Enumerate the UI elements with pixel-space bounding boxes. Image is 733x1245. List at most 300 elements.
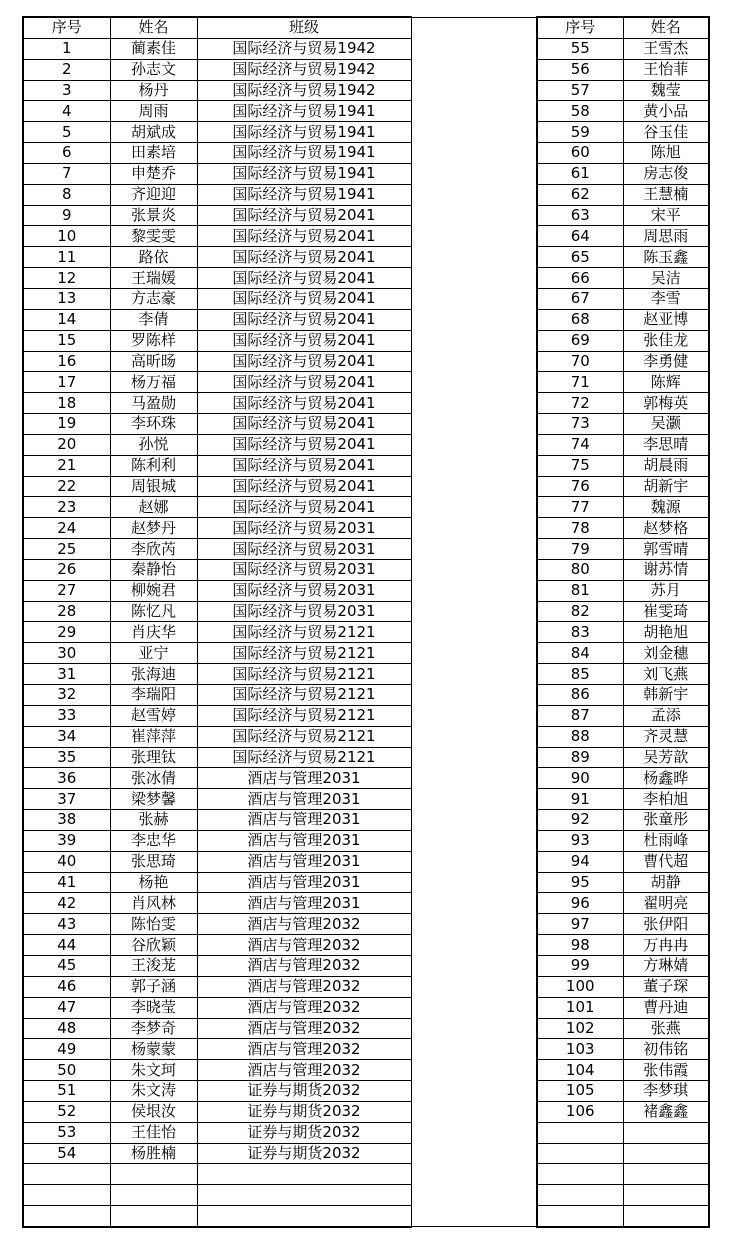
cell-index-right[interactable]: 86 — [537, 685, 623, 706]
cell-index-right[interactable]: 64 — [537, 226, 623, 247]
cell-blank[interactable] — [411, 59, 537, 80]
cell-name-left[interactable]: 肖风林 — [110, 893, 197, 914]
cell-index-left[interactable]: 23 — [23, 497, 110, 518]
cell-index-left[interactable]: 17 — [23, 372, 110, 393]
cell-name-left[interactable]: 田素培 — [110, 143, 197, 164]
cell-blank[interactable] — [411, 1101, 537, 1122]
cell-index-left[interactable]: 34 — [23, 726, 110, 747]
cell-name-left[interactable]: 陈忆凡 — [110, 601, 197, 622]
cell-index-right[interactable]: 72 — [537, 393, 623, 414]
cell-class[interactable]: 国际经济与贸易2041 — [197, 288, 411, 309]
cell-index-right[interactable]: 96 — [537, 893, 623, 914]
cell-name-left[interactable]: 马盈勋 — [110, 393, 197, 414]
cell-blank[interactable] — [411, 789, 537, 810]
cell-class[interactable]: 国际经济与贸易2041 — [197, 455, 411, 476]
cell-blank[interactable] — [411, 414, 537, 435]
cell-index-right[interactable]: 85 — [537, 664, 623, 685]
cell-blank[interactable] — [411, 80, 537, 101]
cell-index-left[interactable]: 31 — [23, 664, 110, 685]
cell-index-right[interactable]: 56 — [537, 59, 623, 80]
cell-class[interactable]: 酒店与管理2031 — [197, 789, 411, 810]
cell-class[interactable]: 国际经济与贸易1942 — [197, 38, 411, 59]
cell-name-right[interactable]: 李勇健 — [623, 351, 709, 372]
cell-index-right[interactable]: 75 — [537, 455, 623, 476]
cell-name-right[interactable]: 张伊阳 — [623, 914, 709, 935]
cell-class[interactable]: 国际经济与贸易2041 — [197, 247, 411, 268]
cell-index-left[interactable]: 16 — [23, 351, 110, 372]
cell-blank[interactable] — [411, 997, 537, 1018]
cell-blank[interactable] — [411, 226, 537, 247]
cell-class[interactable]: 国际经济与贸易2041 — [197, 476, 411, 497]
cell-class[interactable]: 酒店与管理2031 — [197, 768, 411, 789]
cell-index-left[interactable]: 7 — [23, 163, 110, 184]
cell-class[interactable]: 国际经济与贸易2121 — [197, 747, 411, 768]
cell-index-left[interactable]: 38 — [23, 810, 110, 831]
cell-name-left[interactable]: 赵梦丹 — [110, 518, 197, 539]
cell-blank[interactable] — [411, 247, 537, 268]
cell-class[interactable]: 国际经济与贸易2041 — [197, 226, 411, 247]
cell-class[interactable]: 国际经济与贸易1941 — [197, 163, 411, 184]
cell-blank[interactable] — [411, 1143, 537, 1164]
cell-name-right[interactable]: 谷玉佳 — [623, 122, 709, 143]
cell-index-left[interactable]: 13 — [23, 288, 110, 309]
cell-blank[interactable] — [411, 705, 537, 726]
cell-index-left[interactable]: 5 — [23, 122, 110, 143]
cell-class[interactable]: 国际经济与贸易1942 — [197, 59, 411, 80]
cell-blank[interactable] — [411, 976, 537, 997]
cell-name-right[interactable]: 谢苏情 — [623, 559, 709, 580]
cell-name-left[interactable] — [110, 1164, 197, 1185]
cell-index-left[interactable]: 50 — [23, 1060, 110, 1081]
cell-blank[interactable] — [411, 955, 537, 976]
cell-class[interactable]: 国际经济与贸易2041 — [197, 351, 411, 372]
cell-name-left[interactable]: 柳婉君 — [110, 580, 197, 601]
cell-index-right[interactable]: 66 — [537, 268, 623, 289]
cell-index-left[interactable]: 20 — [23, 434, 110, 455]
cell-class[interactable]: 国际经济与贸易2041 — [197, 205, 411, 226]
cell-name-left[interactable]: 张景炎 — [110, 205, 197, 226]
cell-class[interactable]: 酒店与管理2032 — [197, 1060, 411, 1081]
cell-name-left[interactable]: 李欣芮 — [110, 539, 197, 560]
cell-blank[interactable] — [411, 268, 537, 289]
cell-index-left[interactable]: 51 — [23, 1081, 110, 1102]
cell-blank[interactable] — [411, 539, 537, 560]
cell-name-left[interactable]: 孙悦 — [110, 434, 197, 455]
cell-name-left[interactable]: 杨蒙蒙 — [110, 1039, 197, 1060]
cell-index-right[interactable]: 105 — [537, 1081, 623, 1102]
cell-name-right[interactable] — [623, 1143, 709, 1164]
cell-blank[interactable] — [411, 455, 537, 476]
cell-index-right[interactable]: 73 — [537, 414, 623, 435]
cell-index-left[interactable]: 44 — [23, 935, 110, 956]
cell-name-left[interactable]: 李环珠 — [110, 414, 197, 435]
cell-class[interactable]: 国际经济与贸易2121 — [197, 726, 411, 747]
cell-name-right[interactable]: 赵亚博 — [623, 309, 709, 330]
cell-class[interactable]: 国际经济与贸易2041 — [197, 497, 411, 518]
cell-index-right[interactable]: 97 — [537, 914, 623, 935]
cell-name-right[interactable]: 张燕 — [623, 1018, 709, 1039]
cell-index-right[interactable]: 80 — [537, 559, 623, 580]
cell-index-right[interactable]: 88 — [537, 726, 623, 747]
cell-index-left[interactable]: 35 — [23, 747, 110, 768]
cell-name-left[interactable]: 张冰倩 — [110, 768, 197, 789]
cell-class[interactable]: 国际经济与贸易2041 — [197, 309, 411, 330]
cell-blank[interactable] — [411, 810, 537, 831]
cell-index-right[interactable]: 65 — [537, 247, 623, 268]
cell-index-left[interactable]: 36 — [23, 768, 110, 789]
cell-blank[interactable] — [411, 518, 537, 539]
cell-name-right[interactable]: 齐灵慧 — [623, 726, 709, 747]
cell-name-right[interactable]: 韩新宇 — [623, 685, 709, 706]
cell-index-left[interactable]: 2 — [23, 59, 110, 80]
cell-blank[interactable] — [411, 101, 537, 122]
cell-blank[interactable] — [411, 768, 537, 789]
cell-class[interactable]: 酒店与管理2031 — [197, 830, 411, 851]
cell-class[interactable]: 证券与期货2032 — [197, 1143, 411, 1164]
cell-index-right[interactable] — [537, 1185, 623, 1206]
cell-index-left[interactable]: 49 — [23, 1039, 110, 1060]
cell-index-left[interactable]: 10 — [23, 226, 110, 247]
cell-class[interactable]: 国际经济与贸易2031 — [197, 518, 411, 539]
cell-index-right[interactable]: 68 — [537, 309, 623, 330]
cell-name-left[interactable]: 周银城 — [110, 476, 197, 497]
cell-blank[interactable] — [411, 1206, 537, 1227]
cell-class[interactable]: 国际经济与贸易2121 — [197, 685, 411, 706]
cell-index-left[interactable] — [23, 1164, 110, 1185]
cell-class[interactable]: 国际经济与贸易2041 — [197, 393, 411, 414]
cell-name-left[interactable]: 杨胜楠 — [110, 1143, 197, 1164]
cell-class[interactable]: 酒店与管理2032 — [197, 997, 411, 1018]
cell-name-left[interactable]: 梁梦馨 — [110, 789, 197, 810]
cell-blank[interactable] — [411, 372, 537, 393]
cell-blank[interactable] — [411, 747, 537, 768]
cell-index-right[interactable]: 81 — [537, 580, 623, 601]
cell-class[interactable]: 证券与期货2032 — [197, 1081, 411, 1102]
cell-index-right[interactable]: 92 — [537, 810, 623, 831]
cell-name-left[interactable] — [110, 1206, 197, 1227]
cell-name-left[interactable]: 朱文涛 — [110, 1081, 197, 1102]
header-blank[interactable] — [411, 17, 537, 38]
cell-name-right[interactable]: 胡新宇 — [623, 476, 709, 497]
cell-name-right[interactable]: 李柏旭 — [623, 789, 709, 810]
cell-index-right[interactable]: 60 — [537, 143, 623, 164]
cell-name-right[interactable]: 张童彤 — [623, 810, 709, 831]
cell-class[interactable]: 酒店与管理2032 — [197, 1039, 411, 1060]
cell-class[interactable]: 酒店与管理2032 — [197, 976, 411, 997]
cell-blank[interactable] — [411, 1185, 537, 1206]
cell-index-left[interactable]: 39 — [23, 830, 110, 851]
cell-name-left[interactable]: 王瑞媛 — [110, 268, 197, 289]
cell-name-right[interactable]: 胡晨雨 — [623, 455, 709, 476]
cell-blank[interactable] — [411, 872, 537, 893]
cell-index-right[interactable]: 59 — [537, 122, 623, 143]
cell-name-right[interactable]: 宋平 — [623, 205, 709, 226]
cell-blank[interactable] — [411, 184, 537, 205]
cell-index-left[interactable]: 46 — [23, 976, 110, 997]
cell-name-right[interactable]: 魏源 — [623, 497, 709, 518]
cell-blank[interactable] — [411, 309, 537, 330]
cell-class[interactable]: 酒店与管理2031 — [197, 810, 411, 831]
cell-class[interactable]: 国际经济与贸易2041 — [197, 268, 411, 289]
cell-name-right[interactable]: 杨鑫晔 — [623, 768, 709, 789]
cell-index-right[interactable]: 84 — [537, 643, 623, 664]
cell-name-right[interactable]: 黄小品 — [623, 101, 709, 122]
cell-name-left[interactable]: 路依 — [110, 247, 197, 268]
cell-blank[interactable] — [411, 1039, 537, 1060]
cell-class[interactable]: 国际经济与贸易2041 — [197, 414, 411, 435]
cell-blank[interactable] — [411, 434, 537, 455]
cell-index-left[interactable]: 26 — [23, 559, 110, 580]
cell-class[interactable] — [197, 1164, 411, 1185]
cell-index-left[interactable]: 4 — [23, 101, 110, 122]
cell-index-left[interactable]: 18 — [23, 393, 110, 414]
cell-index-right[interactable]: 76 — [537, 476, 623, 497]
cell-name-left[interactable]: 李晓莹 — [110, 997, 197, 1018]
cell-blank[interactable] — [411, 726, 537, 747]
cell-index-left[interactable]: 24 — [23, 518, 110, 539]
cell-blank[interactable] — [411, 205, 537, 226]
cell-index-right[interactable]: 90 — [537, 768, 623, 789]
cell-index-left[interactable]: 52 — [23, 1101, 110, 1122]
cell-index-right[interactable]: 61 — [537, 163, 623, 184]
cell-blank[interactable] — [411, 122, 537, 143]
cell-index-left[interactable]: 21 — [23, 455, 110, 476]
cell-name-left[interactable]: 陈利利 — [110, 455, 197, 476]
header-index-left[interactable]: 序号 — [23, 17, 110, 38]
cell-blank[interactable] — [411, 497, 537, 518]
cell-index-left[interactable]: 42 — [23, 893, 110, 914]
cell-index-left[interactable] — [23, 1206, 110, 1227]
cell-index-right[interactable]: 63 — [537, 205, 623, 226]
cell-name-right[interactable]: 苏月 — [623, 580, 709, 601]
cell-name-left[interactable]: 李忠华 — [110, 830, 197, 851]
cell-index-right[interactable]: 94 — [537, 851, 623, 872]
cell-name-right[interactable]: 杜雨峰 — [623, 830, 709, 851]
cell-index-left[interactable]: 28 — [23, 601, 110, 622]
cell-index-left[interactable]: 1 — [23, 38, 110, 59]
cell-index-left[interactable]: 9 — [23, 205, 110, 226]
cell-index-left[interactable]: 54 — [23, 1143, 110, 1164]
cell-blank[interactable] — [411, 643, 537, 664]
cell-index-right[interactable]: 55 — [537, 38, 623, 59]
cell-index-left[interactable] — [23, 1185, 110, 1206]
cell-name-right[interactable] — [623, 1206, 709, 1227]
cell-name-right[interactable]: 周思雨 — [623, 226, 709, 247]
cell-name-right[interactable]: 胡艳旭 — [623, 622, 709, 643]
cell-class[interactable]: 国际经济与贸易2121 — [197, 664, 411, 685]
cell-class[interactable]: 国际经济与贸易1942 — [197, 80, 411, 101]
cell-index-right[interactable]: 102 — [537, 1018, 623, 1039]
cell-index-right[interactable] — [537, 1122, 623, 1143]
cell-index-right[interactable] — [537, 1143, 623, 1164]
cell-name-right[interactable]: 魏莹 — [623, 80, 709, 101]
cell-index-right[interactable]: 69 — [537, 330, 623, 351]
cell-blank[interactable] — [411, 830, 537, 851]
cell-index-left[interactable]: 19 — [23, 414, 110, 435]
cell-name-left[interactable]: 侯垠汝 — [110, 1101, 197, 1122]
cell-blank[interactable] — [411, 330, 537, 351]
cell-class[interactable]: 证券与期货2032 — [197, 1122, 411, 1143]
cell-class[interactable]: 国际经济与贸易1941 — [197, 184, 411, 205]
cell-index-left[interactable]: 6 — [23, 143, 110, 164]
cell-class[interactable]: 酒店与管理2031 — [197, 851, 411, 872]
cell-index-left[interactable]: 48 — [23, 1018, 110, 1039]
cell-name-left[interactable]: 李梦奇 — [110, 1018, 197, 1039]
cell-class[interactable]: 酒店与管理2032 — [197, 955, 411, 976]
cell-name-left[interactable]: 王佳怡 — [110, 1122, 197, 1143]
cell-name-left[interactable]: 杨艳 — [110, 872, 197, 893]
cell-name-left[interactable] — [110, 1185, 197, 1206]
cell-name-left[interactable]: 胡斌成 — [110, 122, 197, 143]
cell-name-left[interactable]: 方志豪 — [110, 288, 197, 309]
cell-index-right[interactable]: 58 — [537, 101, 623, 122]
cell-name-left[interactable]: 朱文珂 — [110, 1060, 197, 1081]
cell-name-left[interactable]: 李倩 — [110, 309, 197, 330]
cell-name-left[interactable]: 张赫 — [110, 810, 197, 831]
cell-name-right[interactable]: 房志俊 — [623, 163, 709, 184]
cell-name-left[interactable]: 郭子涵 — [110, 976, 197, 997]
cell-class[interactable]: 国际经济与贸易2041 — [197, 330, 411, 351]
cell-index-right[interactable]: 78 — [537, 518, 623, 539]
cell-name-right[interactable]: 李梦琪 — [623, 1081, 709, 1102]
cell-name-left[interactable]: 张海迪 — [110, 664, 197, 685]
cell-blank[interactable] — [411, 559, 537, 580]
cell-class[interactable]: 国际经济与贸易2041 — [197, 372, 411, 393]
cell-name-right[interactable]: 崔雯琦 — [623, 601, 709, 622]
cell-blank[interactable] — [411, 935, 537, 956]
cell-blank[interactable] — [411, 685, 537, 706]
cell-blank[interactable] — [411, 143, 537, 164]
cell-index-left[interactable]: 22 — [23, 476, 110, 497]
cell-name-left[interactable]: 王浚茏 — [110, 955, 197, 976]
cell-name-left[interactable]: 蔺素佳 — [110, 38, 197, 59]
cell-class[interactable] — [197, 1185, 411, 1206]
cell-index-left[interactable]: 29 — [23, 622, 110, 643]
cell-class[interactable]: 国际经济与贸易2041 — [197, 434, 411, 455]
cell-name-left[interactable]: 陈怡雯 — [110, 914, 197, 935]
cell-name-left[interactable]: 孙志文 — [110, 59, 197, 80]
cell-name-left[interactable]: 杨丹 — [110, 80, 197, 101]
cell-index-right[interactable]: 99 — [537, 955, 623, 976]
cell-class[interactable]: 国际经济与贸易2031 — [197, 580, 411, 601]
cell-name-right[interactable] — [623, 1164, 709, 1185]
cell-name-right[interactable]: 万冉冉 — [623, 935, 709, 956]
cell-index-right[interactable]: 71 — [537, 372, 623, 393]
cell-index-left[interactable]: 30 — [23, 643, 110, 664]
cell-index-right[interactable]: 101 — [537, 997, 623, 1018]
cell-index-right[interactable]: 77 — [537, 497, 623, 518]
cell-blank[interactable] — [411, 163, 537, 184]
cell-class[interactable]: 国际经济与贸易1941 — [197, 122, 411, 143]
cell-name-right[interactable]: 王怡菲 — [623, 59, 709, 80]
cell-class[interactable] — [197, 1206, 411, 1227]
cell-index-right[interactable]: 98 — [537, 935, 623, 956]
cell-index-right[interactable]: 74 — [537, 434, 623, 455]
cell-name-left[interactable]: 周雨 — [110, 101, 197, 122]
cell-index-left[interactable]: 45 — [23, 955, 110, 976]
cell-class[interactable]: 国际经济与贸易2121 — [197, 705, 411, 726]
cell-index-right[interactable]: 91 — [537, 789, 623, 810]
cell-name-right[interactable]: 褚鑫鑫 — [623, 1101, 709, 1122]
header-index-right[interactable]: 序号 — [537, 17, 623, 38]
cell-index-left[interactable]: 27 — [23, 580, 110, 601]
cell-index-right[interactable] — [537, 1164, 623, 1185]
cell-name-right[interactable]: 吴洁 — [623, 268, 709, 289]
cell-class[interactable]: 国际经济与贸易2031 — [197, 539, 411, 560]
cell-index-right[interactable] — [537, 1206, 623, 1227]
cell-index-right[interactable]: 104 — [537, 1060, 623, 1081]
cell-blank[interactable] — [411, 351, 537, 372]
cell-index-left[interactable]: 8 — [23, 184, 110, 205]
cell-index-left[interactable]: 37 — [23, 789, 110, 810]
cell-blank[interactable] — [411, 1164, 537, 1185]
cell-name-right[interactable]: 李雪 — [623, 288, 709, 309]
cell-name-right[interactable] — [623, 1185, 709, 1206]
cell-blank[interactable] — [411, 851, 537, 872]
cell-name-left[interactable]: 赵雪婷 — [110, 705, 197, 726]
cell-name-left[interactable]: 申楚乔 — [110, 163, 197, 184]
cell-name-right[interactable]: 赵梦格 — [623, 518, 709, 539]
cell-index-left[interactable]: 33 — [23, 705, 110, 726]
cell-name-right[interactable]: 翟明亮 — [623, 893, 709, 914]
cell-class[interactable]: 酒店与管理2031 — [197, 893, 411, 914]
cell-index-right[interactable]: 82 — [537, 601, 623, 622]
cell-blank[interactable] — [411, 476, 537, 497]
cell-index-right[interactable]: 79 — [537, 539, 623, 560]
cell-name-left[interactable]: 高昕旸 — [110, 351, 197, 372]
cell-class[interactable]: 国际经济与贸易2121 — [197, 643, 411, 664]
cell-name-right[interactable]: 王慧楠 — [623, 184, 709, 205]
cell-name-right[interactable]: 郭雪晴 — [623, 539, 709, 560]
cell-name-left[interactable]: 赵娜 — [110, 497, 197, 518]
cell-index-right[interactable]: 83 — [537, 622, 623, 643]
cell-blank[interactable] — [411, 288, 537, 309]
cell-blank[interactable] — [411, 914, 537, 935]
cell-index-left[interactable]: 15 — [23, 330, 110, 351]
cell-blank[interactable] — [411, 1122, 537, 1143]
cell-index-left[interactable]: 40 — [23, 851, 110, 872]
cell-index-left[interactable]: 12 — [23, 268, 110, 289]
cell-blank[interactable] — [411, 1018, 537, 1039]
cell-name-left[interactable]: 杨万福 — [110, 372, 197, 393]
cell-name-right[interactable]: 刘金穗 — [623, 643, 709, 664]
cell-index-left[interactable]: 47 — [23, 997, 110, 1018]
cell-name-right[interactable]: 陈玉鑫 — [623, 247, 709, 268]
cell-name-right[interactable]: 曹丹迪 — [623, 997, 709, 1018]
header-name-right[interactable]: 姓名 — [623, 17, 709, 38]
cell-class[interactable]: 证券与期货2032 — [197, 1101, 411, 1122]
cell-index-right[interactable]: 62 — [537, 184, 623, 205]
cell-name-left[interactable]: 李瑞阳 — [110, 685, 197, 706]
cell-class[interactable]: 酒店与管理2032 — [197, 914, 411, 935]
cell-name-right[interactable]: 初伟铭 — [623, 1039, 709, 1060]
cell-index-left[interactable]: 53 — [23, 1122, 110, 1143]
cell-name-right[interactable]: 王雪杰 — [623, 38, 709, 59]
cell-index-left[interactable]: 32 — [23, 685, 110, 706]
cell-index-right[interactable]: 95 — [537, 872, 623, 893]
header-class[interactable]: 班级 — [197, 17, 411, 38]
cell-index-right[interactable]: 106 — [537, 1101, 623, 1122]
cell-name-right[interactable]: 方琳婧 — [623, 955, 709, 976]
cell-name-left[interactable]: 张思琦 — [110, 851, 197, 872]
cell-name-left[interactable]: 崔萍萍 — [110, 726, 197, 747]
cell-blank[interactable] — [411, 580, 537, 601]
header-name-left[interactable]: 姓名 — [110, 17, 197, 38]
cell-blank[interactable] — [411, 893, 537, 914]
cell-name-left[interactable]: 齐迎迎 — [110, 184, 197, 205]
cell-name-left[interactable]: 秦静怡 — [110, 559, 197, 580]
cell-blank[interactable] — [411, 664, 537, 685]
